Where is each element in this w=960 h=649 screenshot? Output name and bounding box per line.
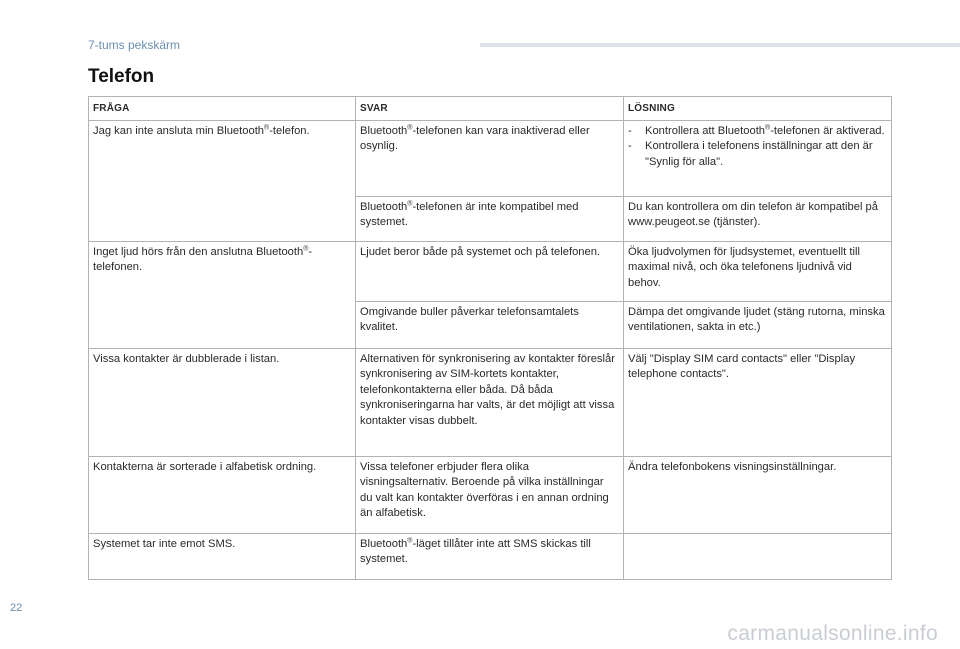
- answer-cell: Bluetooth®-telefonen är inte kompatibel med systemet.: [356, 196, 624, 241]
- question-cell: Kontakterna är sorterade i alfabetisk ordning.: [89, 456, 356, 533]
- header-rule: [480, 43, 960, 47]
- column-header-solution: LÖSNING: [624, 97, 892, 121]
- question-cell: Vissa kontakter är dubblerade i listan.: [89, 348, 356, 456]
- solution-steps: [628, 124, 887, 171]
- question-cell: Systemet tar inte emot SMS.: [89, 533, 356, 579]
- solution-cell: Ändra telefonbokens visningsinställningar.: [624, 456, 892, 533]
- solution-cell: Välj "Display SIM card contacts" eller "Display telephone contacts".: [624, 348, 892, 456]
- answer-cell: Bluetooth®-läget tillåter inte att SMS skickas till systemet.: [356, 533, 624, 579]
- table-row: [89, 348, 892, 456]
- solution-step: - Kontrollera att Bluetooth®-telefonen är aktiverad.: [628, 124, 887, 140]
- table-row: [89, 456, 892, 533]
- section-header: 7-tums pekskärm: [88, 38, 181, 52]
- answer-cell: Ljudet beror både på systemet och på telefonen.: [356, 241, 624, 301]
- question-cell: Jag kan inte ansluta min Bluetooth®-telefon.: [89, 120, 356, 241]
- answer-cell: Omgivande buller påverkar telefonsamtalets kvalitet.: [356, 301, 624, 348]
- solution-cell: [624, 120, 892, 196]
- answer-cell: Alternativen för synkronisering av kontakter föreslår synkronisering av SIM-kortets kontakter, telefonkontakterna eller båda. Då båda synkroniseringarna har valts, är det möjligt att vissa kontakter visas dubbelt.: [356, 348, 624, 456]
- solution-cell: Dämpa det omgivande ljudet (stäng rutorna, minska ventilationen, sakta in etc.): [624, 301, 892, 348]
- column-header-answer: SVAR: [356, 97, 624, 121]
- watermark: carmanualsonline.info: [727, 622, 938, 645]
- table-row: [89, 241, 892, 301]
- page-number: 22: [10, 602, 23, 614]
- question-cell: Inget ljud hörs från den anslutna Bluetooth®-telefonen.: [89, 241, 356, 348]
- column-header-question: FRÅGA: [89, 97, 356, 121]
- solution-step: - Kontrollera i telefonens inställningar att den är "Synlig för alla".: [628, 139, 887, 170]
- page-title: Telefon: [88, 66, 155, 87]
- table-row: [89, 120, 892, 196]
- answer-cell: Vissa telefoner erbjuder flera olika visningsalternativ. Beroende på vilka inställningar du valt kan kontakter överföras i en annan ordning än alfabetisk.: [356, 456, 624, 533]
- table-header-row: [89, 97, 892, 121]
- table-row: [89, 533, 892, 579]
- answer-cell: Bluetooth®-telefonen kan vara inaktiverad eller osynlig.: [356, 120, 624, 196]
- troubleshooting-table: [88, 96, 892, 580]
- solution-cell: [624, 533, 892, 579]
- solution-cell: Öka ljudvolymen för ljudsystemet, eventuellt till maximal nivå, och öka telefonens ljudnivå vid behov.: [624, 241, 892, 301]
- solution-cell: Du kan kontrollera om din telefon är kompatibel på www.peugeot.se (tjänster).: [624, 196, 892, 241]
